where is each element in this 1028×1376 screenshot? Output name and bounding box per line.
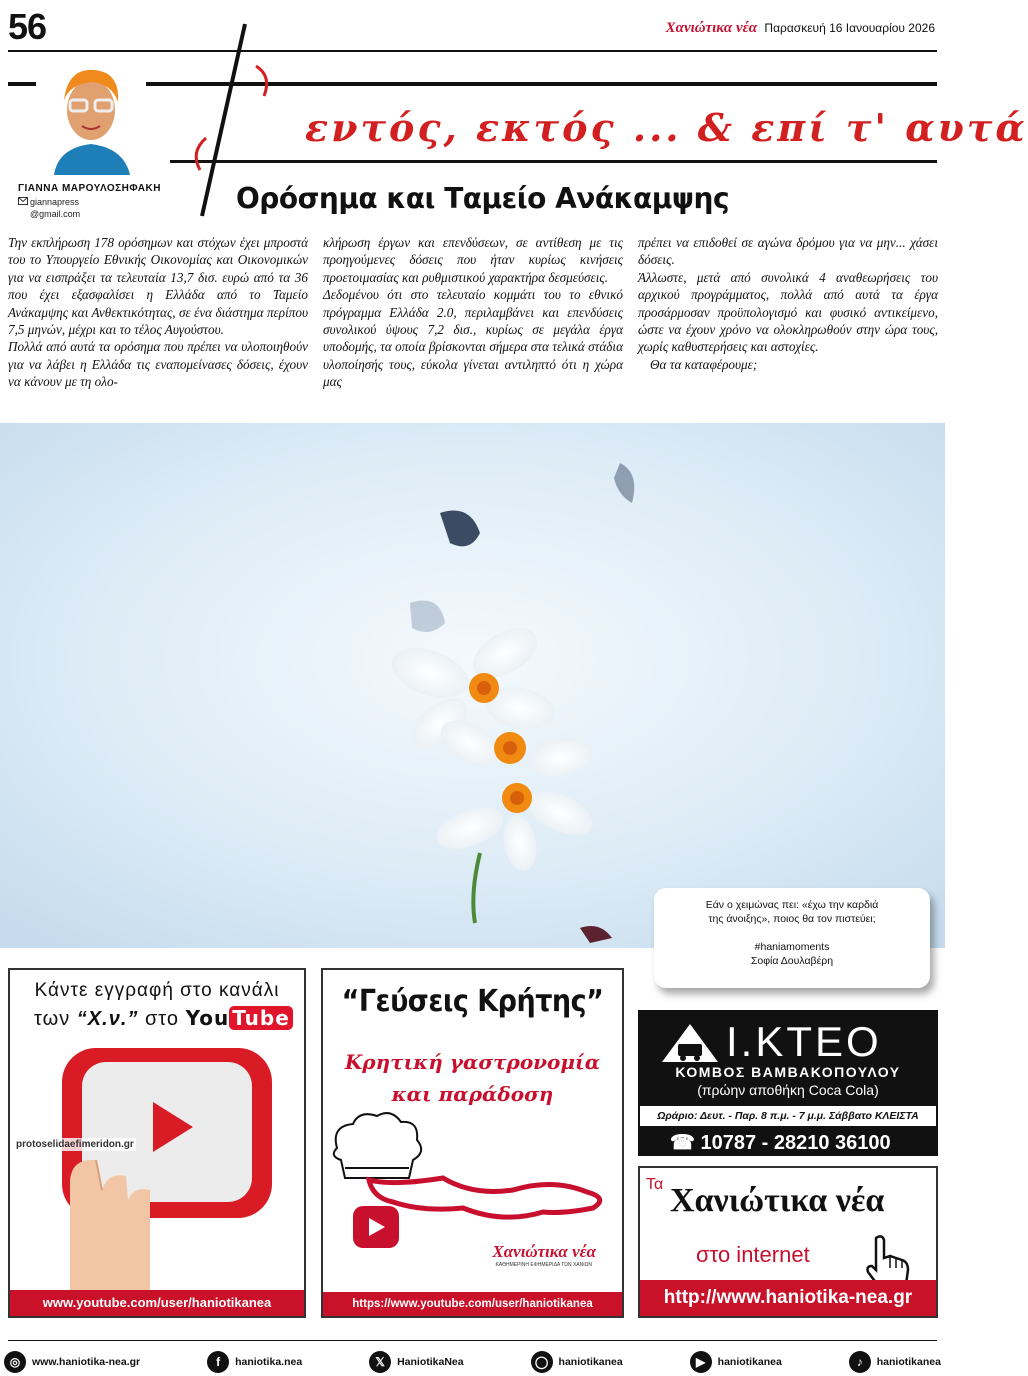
kteo-title: Ι.ΚΤΕΟ bbox=[726, 1018, 882, 1065]
paragraph: Θα τα καταφέρουμε; bbox=[650, 356, 758, 372]
snow-flowers-photo bbox=[0, 423, 945, 948]
gk-ad-title: “Γεύσεις Κρήτης” bbox=[341, 984, 604, 1019]
section-band-lower bbox=[170, 160, 937, 163]
issue-date: Παρασκευή 16 Ιανουαρίου 2026 bbox=[764, 21, 935, 35]
phone-icon: ☎ bbox=[670, 1132, 695, 1154]
email-user: giannapress bbox=[30, 197, 80, 207]
article-column-2 bbox=[323, 234, 623, 391]
gk-ad-line2: και παράδοση bbox=[391, 1082, 554, 1106]
mail-icon bbox=[18, 197, 28, 205]
section-band bbox=[8, 82, 937, 86]
author-photo bbox=[36, 60, 146, 175]
tiktok-icon: ♪ bbox=[849, 1351, 871, 1373]
article-column-1 bbox=[8, 234, 308, 391]
youtube-channel-ad[interactable] bbox=[8, 968, 306, 1318]
footer-youtube[interactable]: ▶ haniotikanea bbox=[690, 1351, 816, 1373]
chef-hat-crete-map-icon bbox=[323, 1108, 626, 1258]
net-ad-prefix: Τα bbox=[646, 1176, 664, 1193]
caption-tag: #haniamoments bbox=[754, 941, 830, 953]
paragraph: Δεδομένου ότι στο τελευταίο κομμάτι του το εθνικό πρόγραμμα Ελλάδα 2.0, περιλαμβάνει και επενδύσεις συνολικού ύψους 7,2 δισ., κυρίως σε μεγάλα έργα υποδομής, τα οποία βρίσκονται σήμερα στα τελικά στάδια υλοποίησής τους, εύκολα γίνεται αντιληπτό ότι η χώρα μας bbox=[323, 287, 623, 390]
caption-line: της άνοιξης», ποιος θα τον πιστεύει; bbox=[708, 913, 876, 925]
photo-caption-box bbox=[654, 888, 930, 988]
watermark-text: protoselidaefimeridon.gr bbox=[16, 1139, 134, 1150]
paragraph: Άλλωστε, μετά από συνολικά 4 αναθεωρήσεις του αρχικού προγράμματος, πολλά από αυτά τα έργα προσάρμοσαν προϋπολογισμό και φυσικό αντικείμενο, ώστε να έχουν χρόνο να ολοκληρωθούν στην ώρα τους, χωρίς καθυστερήσεις και αστοχίες. bbox=[638, 269, 938, 355]
facebook-icon: f bbox=[207, 1351, 229, 1373]
email-domain: @gmail.com bbox=[30, 209, 81, 219]
gk-ad-brand-sub: ΚΑΘΗΜΕΡΙΝΗ ΕΦΗΜΕΡΙΔΑ ΤΩΝ ΧΑΝΙΩΝ bbox=[495, 1262, 592, 1268]
geuseis-kritis-ad[interactable] bbox=[321, 968, 624, 1318]
footer-website[interactable]: ◎ www.haniotika-nea.gr bbox=[4, 1351, 174, 1373]
paragraph: Την εκπλήρωση 178 ορόσημων και στόχων έχει μπροστά του το Υπουργείο Εθνικής Οικονομίας και Οικονομικών για να εισπράξει τα τελευταία 13,7 δισ. ευρώ από τα 36 που έχει εξασφαλίσει η Ελλάδα από το Ταμείο Ανάκαμψης και Ανθεκτικότητας, σε ένα διάστημα περίπου 7,5 μηνών, μέχρι και το τέλος Αυγούστου. bbox=[8, 235, 308, 338]
author-name: ΓΙΑΝΝΑ ΜΑΡΟΥΛΟΣΗΦΑΚΗ bbox=[18, 183, 161, 194]
yt-ad-line2: των “Χ.ν.” στο You Tube bbox=[34, 1006, 293, 1031]
youtube-play-icon bbox=[10, 1040, 308, 1290]
caption-line: Εάν ο χειμώνας πει: «έχω την καρδιά bbox=[705, 899, 879, 911]
page-number: 56 bbox=[8, 6, 47, 47]
photo-image bbox=[0, 423, 945, 948]
paragraph: κλήρωση έργων και επενδύσεων, σε αντίθεση με τις προηγούμενες δόσεις που ήταν κυρίως κινήσεις προετοιμασίας και ρυθμιστικού χαρακτήρα δεσμεύσεις. bbox=[323, 235, 623, 285]
kteo-phone: ☎ 10787 - 28210 36100 bbox=[670, 1132, 891, 1154]
net-ad-url[interactable]: http://www.haniotika-nea.gr bbox=[640, 1280, 936, 1316]
paragraph: πρέπει να επιδοθεί σε αγώνα δρόμου για να μην... χάσει δόσεις. bbox=[638, 235, 938, 268]
net-ad-brand: Χανιώτικα νέα bbox=[670, 1182, 885, 1219]
masthead-brand: Χανιώτικα νέα bbox=[665, 20, 758, 36]
kteo-logo-icon bbox=[660, 1022, 720, 1064]
kteo-hours: Ωράριο: Δευτ. - Παρ. 8 π.μ. - 7 μ.μ. Σάββατο ΚΛΕΙΣΤΑ bbox=[640, 1106, 936, 1126]
kteo-location: ΚΟΜΒΟΣ ΒΑΜΒΑΚΟΠΟΥΛΟΥ bbox=[675, 1064, 901, 1080]
youtube-logo: You Tube bbox=[186, 1006, 293, 1030]
paragraph: Πολλά από αυτά τα ορόσημα που πρέπει να υλοποιηθούν για να λάβει η Ελλάδα τις εναπομείνασες δόσεις, έχουν να κάνουν με τη ολο- bbox=[8, 339, 308, 390]
youtube-icon: ▶ bbox=[690, 1351, 712, 1373]
masthead bbox=[666, 20, 935, 37]
footer-x[interactable]: 𝕏 HaniotikaNea bbox=[369, 1351, 498, 1373]
yt-ad-line1: Κάντε εγγραφή στο κανάλι bbox=[34, 980, 280, 1001]
kteo-ad[interactable] bbox=[638, 1010, 938, 1156]
footer-tiktok[interactable]: ♪ haniotikanea bbox=[849, 1351, 941, 1373]
caption-credit: Σοφία Δουλαβέρη bbox=[750, 955, 834, 967]
header-rule bbox=[8, 50, 937, 52]
globe-icon: ◎ bbox=[4, 1351, 26, 1373]
article-column-3 bbox=[638, 234, 938, 373]
footer-instagram[interactable]: ◯ haniotikanea bbox=[531, 1351, 657, 1373]
gk-ad-line1: Κρητική γαστρονομία bbox=[344, 1050, 601, 1074]
footer-rule bbox=[8, 1340, 937, 1341]
haniotika-internet-ad[interactable] bbox=[638, 1166, 938, 1318]
footer-social-bar bbox=[4, 1350, 941, 1374]
gk-ad-brand: Χανιώτικα νέα bbox=[492, 1242, 596, 1261]
x-icon: 𝕏 bbox=[369, 1351, 391, 1373]
gk-ad-url[interactable]: https://www.youtube.com/user/haniotikanea bbox=[323, 1292, 622, 1316]
yt-ad-url[interactable]: www.youtube.com/user/haniotikanea bbox=[10, 1290, 304, 1316]
footer-facebook[interactable]: f haniotika.nea bbox=[207, 1351, 336, 1373]
author-email bbox=[18, 196, 80, 220]
column-section-title: εντός, εκτός ... & επί τ' αυτά bbox=[305, 105, 1028, 150]
net-ad-line: στο internet bbox=[696, 1242, 810, 1267]
kteo-landmark: (πρώην αποθήκη Coca Cola) bbox=[697, 1082, 879, 1098]
article-headline: Ορόσημα και Ταμείο Ανάκαμψης bbox=[236, 182, 730, 215]
instagram-icon: ◯ bbox=[531, 1351, 553, 1373]
